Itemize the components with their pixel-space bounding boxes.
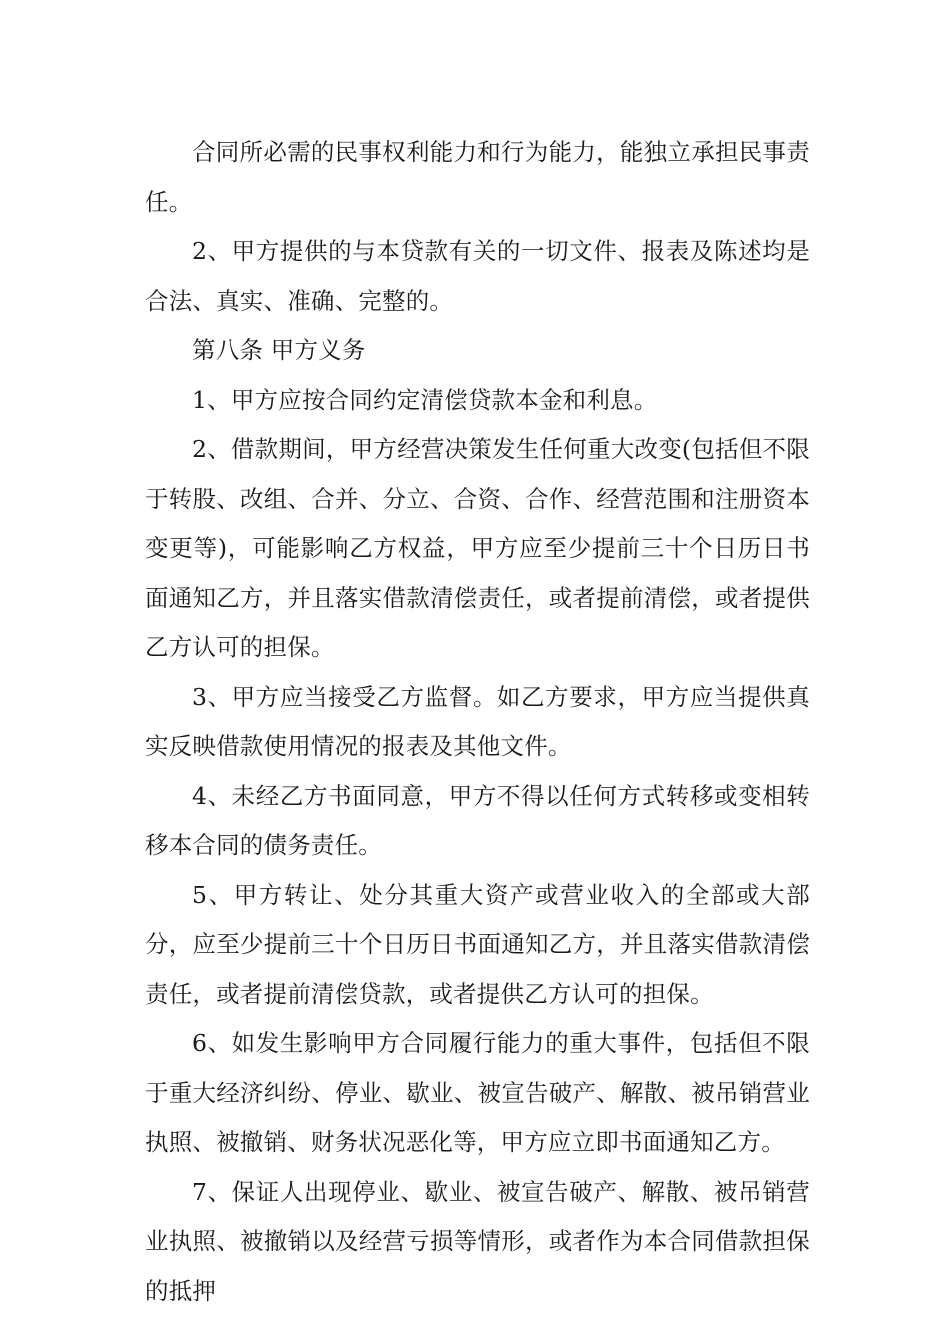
document-body [145,128,810,1316]
paragraph-duty-6: 6、如发生影响甲方合同履行能力的重大事件，包括但不限于重大经济纠纷、停业、歇业、被宣告破产、解散、被吊销营业执照、被撤销、财务状况恶化等，甲方应立即书面通知乙方。 [145,1029,810,1156]
article-heading: 第八条 甲方义务 [192,336,366,364]
paragraph-duty-3: 3、甲方应当接受乙方监督。如乙方要求，甲方应当提供真实反映借款使用情况的报表及其他文件。 [145,682,810,760]
paragraph-duty-1: 1、甲方应按合同约定清偿贷款本金和利息。 [192,385,658,414]
paragraph-duty-4: 4、未经乙方书面同意，甲方不得以任何方式转移或变相转移本合同的债务责任。 [145,781,810,859]
paragraph-documents-truthful: 2、甲方提供的与本贷款有关的一切文件、报表及陈述均是合法、真实、准确、完整的。 [145,237,810,315]
paragraph-duty-2: 2、借款期间，甲方经营决策发生任何重大改变(包括但不限于转股、改组、合并、分立、合资、合作、经营范围和注册资本变更等)，可能影响乙方权益，甲方应至少提前三十个日历日书面通知乙方，并且落实借款清偿责任，或者提前清偿，或者提供乙方认可的担保。 [145,435,810,661]
paragraph-duty-7: 7、保证人出现停业、歇业、被宣告破产、解散、被吊销营业执照、被撤销以及经营亏损等情形，或者作为本合同借款担保的抵押 [145,1177,810,1305]
paragraph-duty-5: 5、甲方转让、处分其重大资产或营业收入的全部或大部分，应至少提前三十个日历日书面通知乙方，并且落实借款清偿责任，或者提前清偿贷款，或者提供乙方认可的担保。 [145,880,810,1008]
paragraph-capacity: 合同所必需的民事权利能力和行为能力，能独立承担民事责任。 [145,138,810,216]
